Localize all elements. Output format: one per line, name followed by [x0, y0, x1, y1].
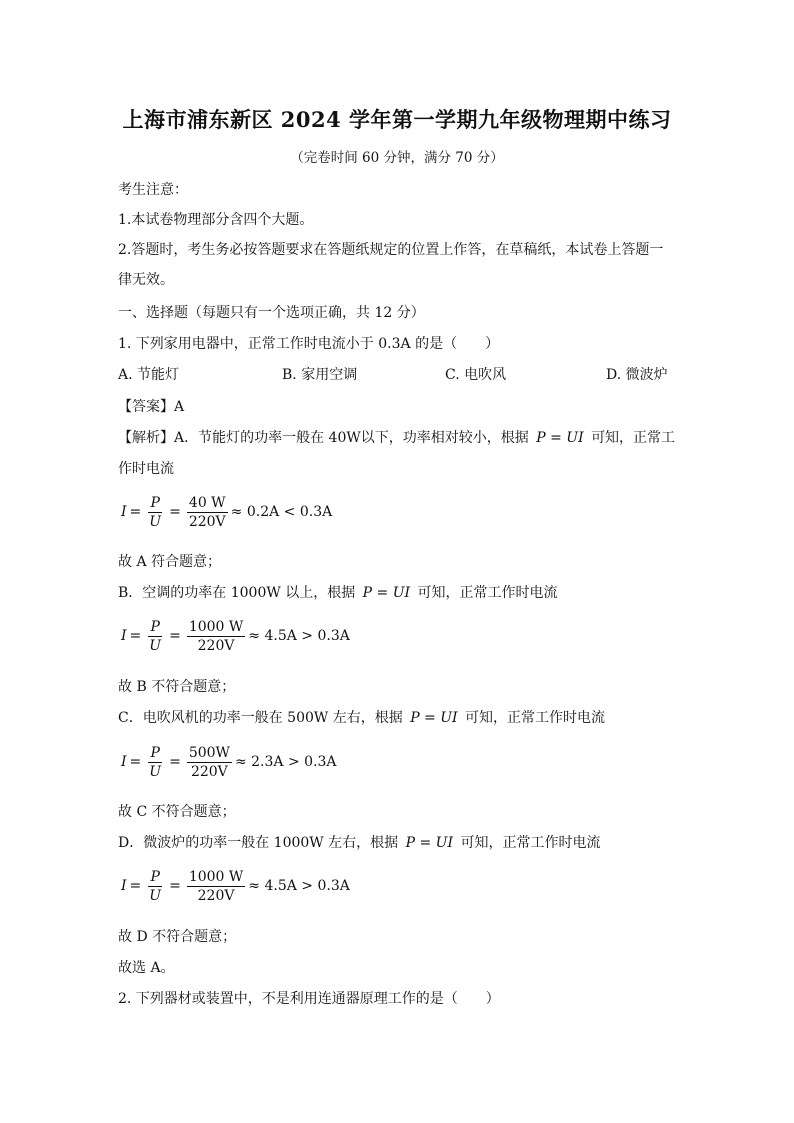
analysis-a-line-2: 作时电流: [118, 461, 174, 477]
analysis-c-conclusion: 故 C 不符合题意；: [118, 804, 236, 820]
analysis-a-text: 【解析】A．节能灯的功率一般在 40W以下，功率相对较小，根据: [118, 430, 529, 446]
section-heading: 一、选择题（每题只有一个选项正确，共 12 分）: [118, 305, 425, 321]
formula-b: I = $\frac{P}{U}$ = $\frac{1000 W}{220V}$ ≈ 4.5A > 0.3A: [121, 618, 350, 654]
fraction-p-over-u: $\frac{P}{U}$: [149, 494, 162, 530]
notice-item-2-line-2: 律无效。: [118, 272, 174, 288]
fraction-p-over-u: $\frac{P}{U}$: [149, 868, 162, 904]
formula-c: I = $\frac{P}{U}$ = $\frac{500W}{220V}$ ≈ 2.3A > 0.3A: [121, 744, 337, 780]
analysis-a-line-1: [118, 427, 675, 447]
formula-p-equals-ui: P = UI: [405, 835, 453, 851]
option-d: D. 微波炉: [606, 367, 668, 383]
formula-result: ≈ 4.5A > 0.3A: [248, 628, 350, 644]
fraction-values: $\frac{1000 W}{220V}$: [188, 618, 244, 654]
formula-result: ≈ 0.2A < 0.3A: [230, 504, 333, 520]
notice-item-2-line-1: 2.答题时，考生务必按答题要求在答题纸规定的位置上作答，在草稿纸，本试卷上答题一: [118, 242, 664, 258]
exam-subtitle: （完卷时间 60 分钟，满分 70 分）: [290, 150, 504, 166]
analysis-d-line: D．微波炉的功率一般在 1000W 左右，根据 P = UI 可知，正常工作时电流: [118, 835, 601, 851]
final-answer: 故选 A。: [118, 960, 175, 976]
analysis-a-conclusion: 故 A 符合题意；: [118, 554, 222, 570]
answer-line: 【答案】A: [118, 399, 185, 415]
notice-heading: 考生注意：: [118, 182, 188, 198]
formula-lhs: I: [121, 504, 127, 520]
formula-p-equals-ui: P = UI: [536, 430, 584, 446]
formula-p-equals-ui: P = UI: [410, 710, 458, 726]
analysis-b-conclusion: 故 B 不符合题意；: [118, 679, 236, 695]
question-1-options: [118, 364, 678, 384]
fraction-p-over-u: $\frac{P}{U}$: [149, 744, 162, 780]
analysis-a-text-cont: 可知，正常工: [591, 430, 676, 446]
option-c: C. 电吹风: [445, 367, 507, 383]
page-title: 上海市浦东新区 2024 学年第一学期九年级物理期中练习: [122, 107, 672, 132]
analysis-b-line: B．空调的功率在 1000W 以上，根据 P = UI 可知，正常工作时电流: [118, 585, 558, 601]
question-1-stem: 1. 下列家用电器中，正常工作时电流小于 0.3A 的是（ ）: [118, 336, 500, 352]
analysis-c-line: C．电吹风机的功率一般在 500W 左右，根据 P = UI 可知，正常工作时电流: [118, 710, 606, 726]
fraction-values: $\frac{40 W}{220V}$: [188, 494, 226, 530]
option-a: A. 节能灯: [118, 367, 180, 383]
question-2-stem: 2. 下列器材或装置中，不是利用连通器原理工作的是（ ）: [118, 991, 500, 1007]
analysis-d-conclusion: 故 D 不符合题意；: [118, 929, 237, 945]
formula-a: I = $\frac{P}{U}$ = $\frac{40 W}{220V}$ ≈ 0.2A < 0.3A: [121, 494, 333, 530]
formula-result: ≈ 4.5A > 0.3A: [248, 878, 350, 894]
fraction-values: $\frac{500W}{220V}$: [188, 744, 230, 780]
formula-d: I = $\frac{P}{U}$ = $\frac{1000 W}{220V}$ ≈ 4.5A > 0.3A: [121, 868, 350, 904]
fraction-p-over-u: $\frac{P}{U}$: [149, 618, 162, 654]
formula-result: ≈ 2.3A > 0.3A: [234, 754, 337, 770]
option-b: B. 家用空调: [282, 367, 358, 383]
formula-p-equals-ui: P = UI: [362, 585, 411, 601]
notice-item-1: 1.本试卷物理部分含四个大题。: [118, 212, 314, 228]
fraction-values: $\frac{1000 W}{220V}$: [188, 868, 244, 904]
